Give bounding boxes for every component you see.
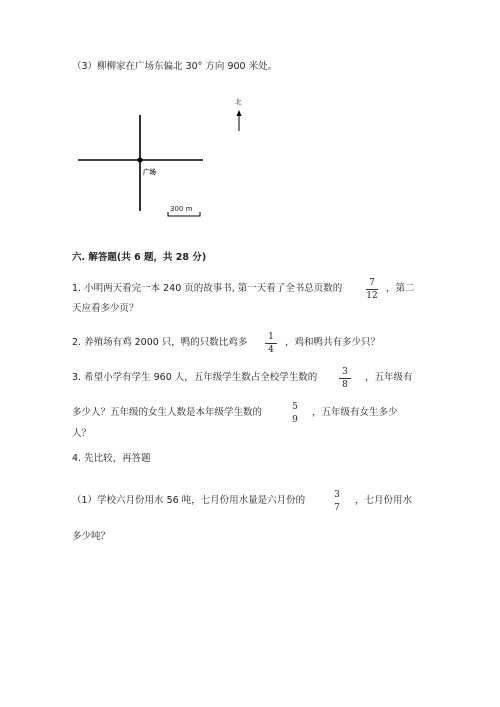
problem-3-text-after: ，五年级有 — [365, 372, 413, 383]
fraction-numerator: 1 — [268, 332, 274, 342]
problem-1-fraction — [363, 278, 381, 301]
fraction-numerator: 5 — [292, 402, 298, 412]
problem-1-text: 1. 小明两天看完一本 240 页的故事书, 第一天看了全书总页数的 — [72, 283, 343, 294]
north-label: 北 — [235, 98, 242, 106]
problem-4-title: 4. 先比较，再答题 — [72, 453, 151, 464]
square-point — [137, 157, 142, 162]
fraction-denominator: 8 — [342, 380, 348, 390]
problem-3-fraction-1 — [336, 367, 354, 390]
problem-2-text: 2. 养殖场有鸡 2000 只，鸭的只数比鸡多 — [72, 337, 248, 348]
problem-4-sub-text: （1）学校六月份用水 56 吨，七月份用水量是六月份的 — [72, 495, 306, 506]
problem-4-sub-text-after: ，七月份用水 — [355, 495, 413, 506]
problem-1-text-after: ，第二 — [386, 283, 415, 294]
problem-3-line3: 人？ — [72, 428, 92, 439]
problem-3-line2-after: ，五年级有女生多少 — [312, 407, 398, 418]
fraction-numerator: 7 — [369, 278, 375, 288]
problem-3-fraction-2 — [286, 402, 304, 425]
scale-label: 300 m — [170, 205, 193, 213]
north-arrow-head-icon — [237, 110, 242, 116]
problem-4-fraction — [328, 490, 346, 513]
problem-2-fraction — [262, 332, 280, 355]
problem-3-line2: 多少人？五年级的女生人数是本年级学生数的 — [72, 407, 263, 418]
square-label: 广场 — [143, 168, 156, 176]
problem-1-line2: 天应看多少页？ — [72, 303, 139, 314]
fraction-denominator: 12 — [366, 291, 378, 301]
question-3-text: （3）柳柳家在广场东偏北 30° 方向 900 米处。 — [72, 61, 278, 72]
section-title: 六. 解答题(共 6 题，共 28 分) — [72, 252, 207, 263]
problem-3-text: 3. 希望小学有学生 960 人，五年级学生数占全校学生数的 — [72, 372, 318, 383]
fraction-denominator: 9 — [292, 415, 298, 425]
problem-2-text-after: ，鸡和鸭共有多少只？ — [285, 337, 381, 348]
problem-4-sub-line2: 多少吨？ — [72, 531, 111, 542]
fraction-numerator: 3 — [334, 490, 340, 500]
fraction-denominator: 7 — [334, 503, 340, 513]
fraction-numerator: 3 — [342, 367, 348, 377]
fraction-denominator: 4 — [268, 345, 274, 355]
